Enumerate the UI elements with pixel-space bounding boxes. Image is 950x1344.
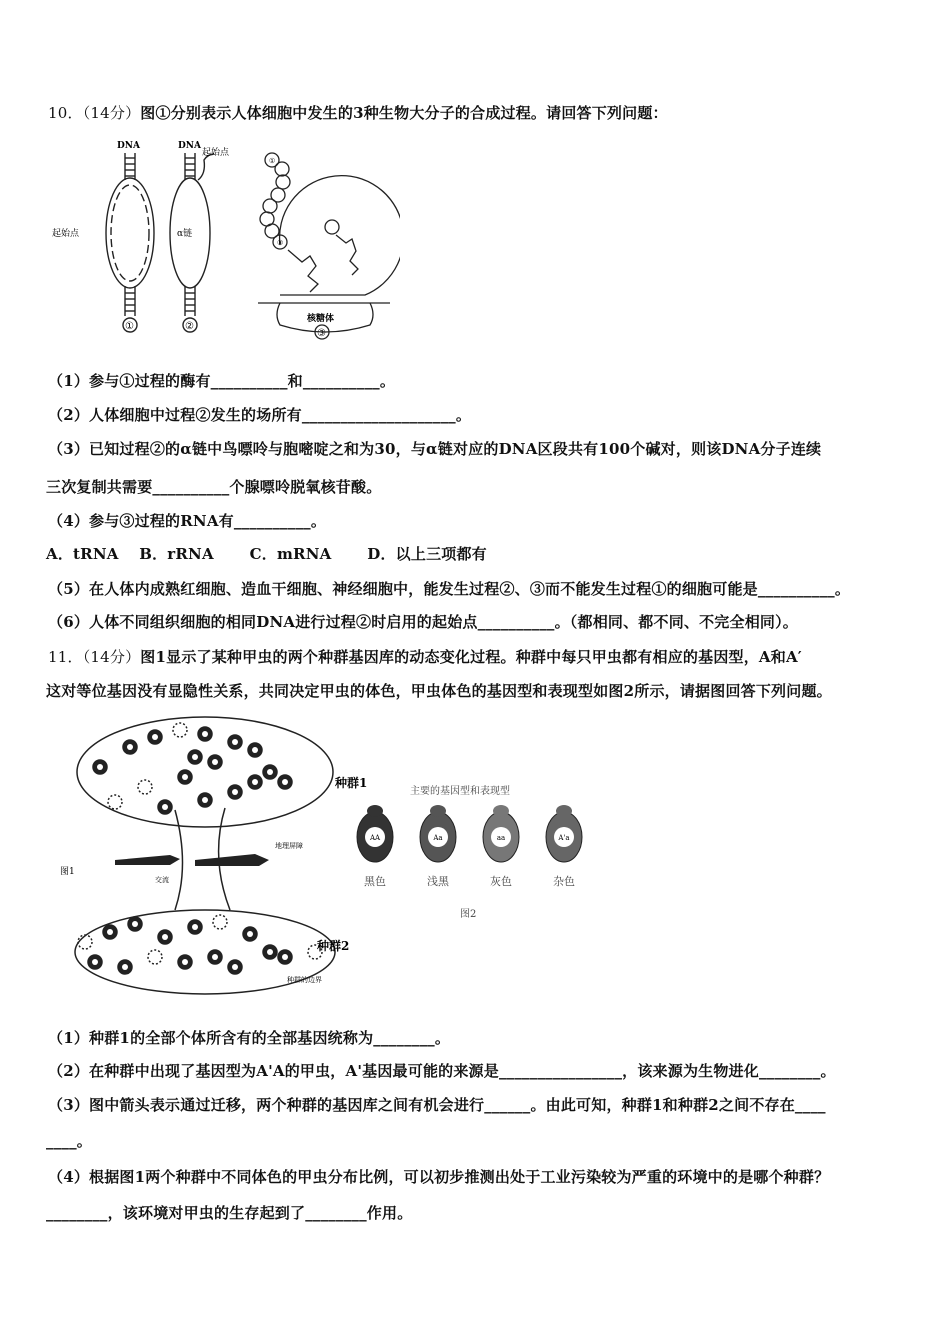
q11-sub-3: （3）图中箭头表示通过迁移，两个种群的基因库之间有机会进行______。由此可知，种群1和种群2之间不存在____ <box>48 1096 826 1114</box>
q10-sub-6: （6）人体不同组织细胞的相同DNA进行过程②时启用的起始点__________。（都相同、都不同、不完全相同）。 <box>48 613 798 631</box>
q11-stem-line-2: 这对等位基因没有显隐性关系，共同决定甲虫的体色，甲虫体色的基因型和表现型如图2所示，请据图回答下列问题。 <box>46 682 832 700</box>
beetle-灰色 <box>483 805 519 888</box>
q11-sub-4: （4）根据图1两个种群中不同体色的甲虫分布比例，可以初步推测出处于工业污染较为严重的环境中的是哪个种群？ <box>48 1168 830 1186</box>
q10-sub-5: （5）在人体内成熟红细胞、造血干细胞、神经细胞中，能发生过程②、③而不能发生过程①的细胞可能是__________。 <box>48 580 851 598</box>
chain-end-mark: ⑧ <box>277 239 284 247</box>
genotype-label: Aa <box>433 834 443 842</box>
beetle-浅黑 <box>420 805 456 888</box>
q10-sub-3-cont: 三次复制共需要__________个腺嘌呤脱氧核苷酸。 <box>46 478 382 496</box>
fig1-label: 图1 <box>60 867 75 877</box>
mark-3: ③ <box>317 328 326 339</box>
q10-sub-3: （3）已知过程②的α链中鸟嘌呤与胞嘧啶之和为30，与α链对应的DNA区段共有100个碱对，则该DNA分子连续 <box>48 440 822 458</box>
q11-sub-4-cont: ________，该环境对甲虫的生存起到了________作用。 <box>46 1204 413 1222</box>
pop2-label: 种群2 <box>317 939 350 953</box>
phenotype-label: 浅黑 <box>427 875 449 888</box>
q10-sub-4: （4）参与③过程的RNA有__________。 <box>48 512 327 530</box>
mark-1: ① <box>125 321 134 332</box>
q10-sub-2: （2）人体细胞中过程②发生的场所有____________________。 <box>48 406 472 424</box>
q11-sub-1: （1）种群1的全部个体所含有的全部基因统称为________。 <box>48 1029 451 1047</box>
q10-sub-1: （1）参与①过程的酶有__________和__________。 <box>48 372 396 390</box>
beetle-杂色 <box>546 805 582 888</box>
phenotype-label: 灰色 <box>490 875 512 888</box>
boundary-label: 种群的边界 <box>287 976 322 984</box>
q10-sub-4-options: A．tRNA B．rRNA C．mRNA D．以上三项都有 <box>46 545 487 563</box>
q11-stem-1: 图1显示了某种甲虫的两个种群基因库的动态变化过程。种群中每只甲虫都有相应的基因型，A和A′ <box>140 648 802 666</box>
origin-label-right: 起始点 <box>202 148 230 158</box>
dna-label-2: DNA <box>178 141 202 151</box>
pop1-label: 种群1 <box>335 776 368 790</box>
q10-number: 10． <box>48 104 83 122</box>
mark-2: ② <box>185 321 194 332</box>
fig2-title: 主要的基因型和表现型 <box>410 786 510 797</box>
genotype-label: AA <box>369 834 381 842</box>
q10-figure <box>50 138 250 338</box>
beetle-population-figure <box>55 712 615 1007</box>
q10-stem: 图①分别表示人体细胞中发生的3种生物大分子的合成过程。请回答下列问题： <box>140 104 668 122</box>
fig2-label: 图2 <box>460 909 477 920</box>
genotype-label: A'a <box>558 834 570 842</box>
alpha-chain-label: α链 <box>177 229 193 239</box>
q11-stem-line-1 <box>48 646 802 667</box>
chain-start-mark: ① <box>269 157 276 165</box>
q10-stem-line <box>48 102 668 123</box>
q11-points: （14分） <box>82 648 141 666</box>
exchange-label: 交流 <box>155 876 169 884</box>
genotype-label: aa <box>496 834 506 842</box>
ribosome-label: 核糖体 <box>307 314 335 324</box>
q11-number: 11． <box>48 648 83 666</box>
translation-figure <box>250 145 400 340</box>
beetle-黑色 <box>357 805 393 888</box>
q11-sub-3-cont: ____。 <box>46 1132 93 1150</box>
q10-points: （14分） <box>82 104 141 122</box>
dna-label-1: DNA <box>117 141 141 151</box>
phenotype-label: 黑色 <box>364 875 386 888</box>
q11-sub-2: （2）在种群中出现了基因型为A'A的甲虫，A'基因最可能的来源是________________，该来源为生物进化________。 <box>48 1062 836 1080</box>
origin-label-left: 起始点 <box>52 229 80 239</box>
barrier-label: 地理屏障 <box>275 842 303 850</box>
phenotype-label: 杂色 <box>553 875 575 888</box>
